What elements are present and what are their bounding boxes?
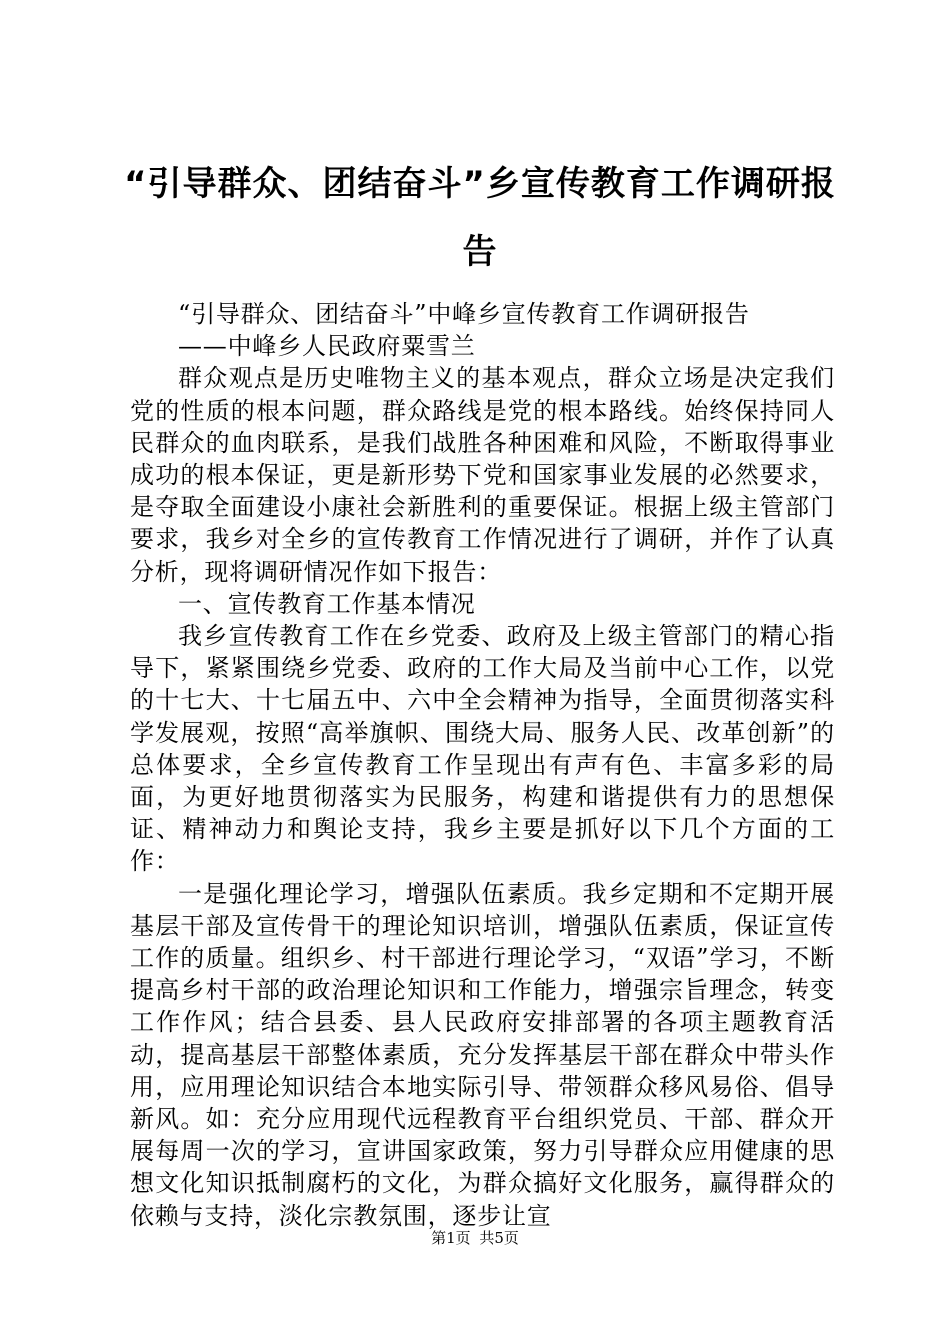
page-total: 共5页 (479, 1229, 519, 1247)
paragraph-overview: 我乡宣传教育工作在乡党委、政府及上级主管部门的精心指导下，紧紧围绕乡党委、政府的工作大局及当前中心工作，以党的十七大、十七届五中、六中全会精神为指导，全面贯彻落实科学发展观，按照“高举旗帜、围绕大局、服务人民、改革创新”的总体要求，全乡宣传教育工作呈现出有声有色、丰富多彩的局面，为更好地贯彻落实为民服务，构建和谐提供有力的思想保证、精神动力和舆论支持，我乡主要是抓好以下几个方面的工作： (130, 622, 835, 876)
section-heading: 一、宣传教育工作基本情况 (178, 589, 476, 618)
document-body (130, 298, 835, 1232)
document-author: ——中峰乡人民政府粟雪兰 (178, 332, 476, 361)
document-subtitle: “引导群众、团结奋斗”中峰乡宣传教育工作调研报告 (178, 300, 750, 328)
page-footer (0, 1228, 950, 1248)
document-title: “引导群众、团结奋斗”乡宣传教育工作调研报告 (124, 164, 836, 272)
paragraph-theory-study: 一是强化理论学习，增强队伍素质。我乡定期和不定期开展基层干部及宣传骨干的理论知识培训，增强队伍素质，保证宣传工作的质量。组织乡、村干部进行理论学习，“双语”学习，不断提高乡村干部的政治理论知识和工作能力，增强宗旨理念，转变工作作风；结合县委、县人民政府安排部署的各项主题教育活动，提高基层干部整体素质，充分发挥基层干部在群众中带头作用，应用理论知识结合本地实际引导、带领群众移风易俗、倡导新风。如：充分应用现代远程教育平台组织党员、干部、群众开展每周一次的学习，宣讲国家政策，努力引导群众应用健康的思想文化知识抵制腐朽的文化，为群众搞好文化服务，赢得群众的依赖与支持，淡化宗教氛围，逐步让宣 (130, 879, 835, 1230)
paragraph-intro: 群众观点是历史唯物主义的基本观点，群众立场是决定我们党的性质的根本问题，群众路线是党的根本路线。始终保持同人民群众的血肉联系，是我们战胜各种困难和风险，不断取得事业成功的根本保证，更是新形势下党和国家事业发展的必然要求，是夺取全面建设小康社会新胜利的重要保证。根据上级主管部门要求，我乡对全乡的宣传教育工作情况进行了调研，并作了认真分析，现将调研情况作如下报告： (130, 364, 835, 586)
page-number: 第1页 (431, 1229, 471, 1247)
